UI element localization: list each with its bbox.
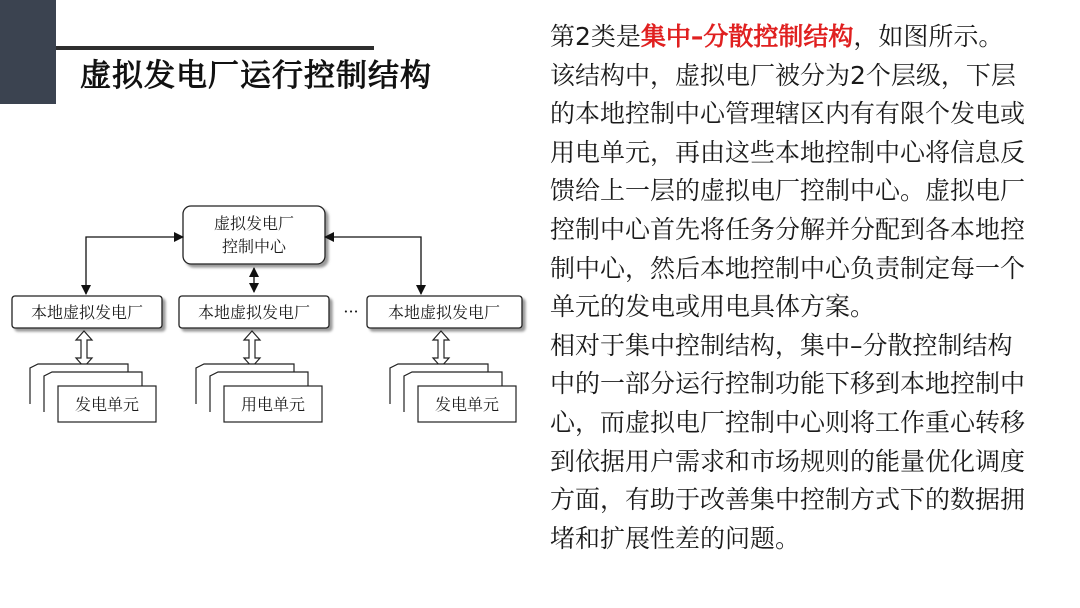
text-line: 的本地控制中心管理辖区内有有限个发电或 — [550, 99, 1026, 129]
text-line: 用电单元，再由这些本地控制中心将信息反 — [550, 137, 1026, 167]
text-line: 相对于集中控制结构，集中–分散控制结构 — [550, 330, 1013, 360]
local-vpp-label: 本地虚拟发电厂 — [387, 303, 501, 322]
local-vpp-box-3 — [367, 296, 522, 328]
left-connector — [86, 237, 183, 294]
text-line: 堵和扩展性差的问题。 — [550, 523, 801, 553]
unit-stack-2 — [196, 364, 322, 422]
control-structure-diagram — [0, 190, 540, 440]
text-line: 方面，有助于改善集中控制方式下的数据拥 — [550, 485, 1026, 515]
text-line-1 — [550, 18, 1070, 57]
control-center-line2: 控制中心 — [221, 237, 287, 256]
unit-label-1: 发电单元 — [74, 395, 140, 414]
double-arrow-2 — [244, 331, 260, 367]
slide-title: 虚拟发电厂运行控制结构 — [80, 58, 432, 94]
text-line: 心，而虚拟电厂控制中心则将工作重心转移 — [550, 407, 1026, 437]
unit-stack-1 — [30, 364, 156, 422]
double-arrow-3 — [433, 331, 449, 367]
unit-label-3: 发电单元 — [434, 395, 500, 414]
local-vpp-label: 本地虚拟发电厂 — [30, 303, 144, 322]
unit-stack-3 — [390, 364, 516, 422]
text-line: 单元的发电或用电具体方案。 — [550, 292, 876, 322]
unit-label-2: 用电单元 — [240, 395, 306, 414]
text-line: 到依据用户需求和市场规则的能量优化调度 — [550, 446, 1026, 476]
local-vpp-box-1 — [12, 296, 162, 328]
text-line: 中的一部分运行控制功能下移到本地控制中 — [550, 369, 1026, 399]
text-line: 馈给上一层的虚拟电厂控制中心。虚拟电厂 — [550, 176, 1026, 206]
explanation-text — [550, 18, 1070, 558]
text-line: 制中心，然后本地控制中心负责制定每一个 — [550, 253, 1026, 283]
corner-accent-block — [0, 0, 56, 104]
highlight-term: 集中–分散控制结构 — [640, 22, 854, 51]
local-vpp-box-2 — [179, 296, 329, 328]
ellipsis: ··· — [343, 302, 359, 321]
double-arrow-1 — [76, 331, 92, 367]
text-line: 控制中心首先将任务分解并分配到各本地控 — [550, 214, 1026, 244]
right-connector — [325, 237, 421, 294]
vpp-control-center-box — [183, 206, 325, 264]
intro-suffix: ，如图所示。 — [853, 22, 1004, 51]
control-center-line1: 虚拟发电厂 — [213, 214, 295, 233]
text-line: 该结构中，虚拟电厂被分为2个层级，下层 — [550, 60, 1016, 90]
intro-prefix: 第2类是 — [550, 22, 641, 51]
local-vpp-label: 本地虚拟发电厂 — [197, 303, 311, 322]
